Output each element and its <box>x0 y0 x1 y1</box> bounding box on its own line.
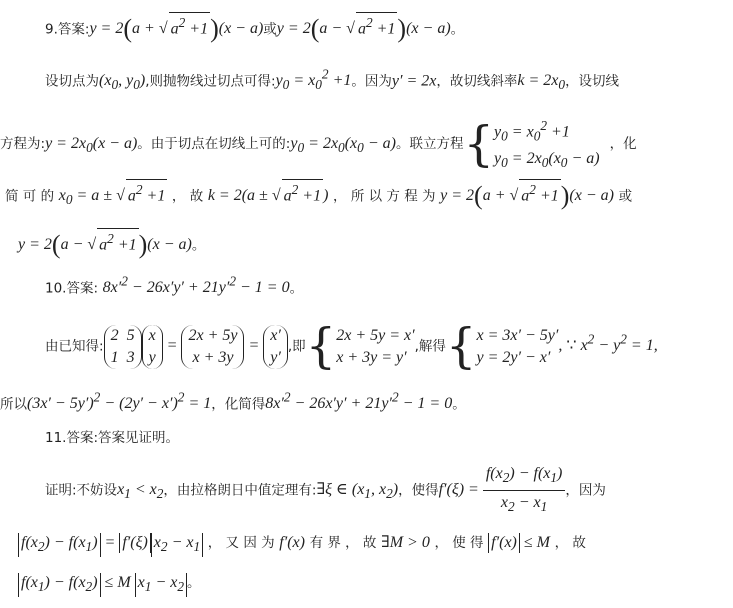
answer-9-line5 <box>18 228 206 260</box>
text-9-3c: 。联立方程 <box>395 136 464 153</box>
text-11-b: ，由拉格朗日中值定理有: <box>163 482 317 499</box>
answer-9-label: 9.答案: <box>45 21 90 38</box>
formula-bound: f′(x) ≤ M <box>488 534 550 551</box>
text-10-known: 由已知得: <box>45 338 104 355</box>
formula-lipschitz: $f(x_1) - f(x_2) \le M$ $x_1 - x_2$ <box>18 574 187 591</box>
formula-k2: k = 2(a ± √ $a^2 +1$ ) <box>208 187 329 204</box>
text-11-2a: ， 又 因 为 <box>207 535 275 551</box>
formula-point: ($x_0$, $y_0$) <box>99 72 146 93</box>
period: 。 <box>187 575 201 591</box>
period: 。 <box>289 280 304 297</box>
because-symbol: ∵ <box>566 337 577 355</box>
answer-9-line4 <box>5 179 632 211</box>
formula-k: $k = 2x_0$ <box>517 72 566 93</box>
answer-9-line3 <box>0 115 637 174</box>
answer-11-line4 <box>18 573 201 597</box>
answer-10-line3 <box>0 388 466 414</box>
formula-9-b: y = 2(a − √ $a^2 +1)(x - a)$ <box>277 20 451 37</box>
formula-abs-eq: $f(x_2) - f(x_1) = f'(\xi) x_2 - x_1$ <box>18 534 203 551</box>
formula-y0: $y_0 = x_0^2 +1$ <box>275 67 352 93</box>
text-9-3a: 方程为: <box>0 136 46 153</box>
formula-fprime: f′(x) <box>279 534 305 551</box>
formula-x1x2: $x_1 < x_2$ <box>117 481 164 502</box>
text-9-4d: 或 <box>618 188 633 205</box>
text-9-4b: ， 故 <box>171 188 204 205</box>
formula-9-b2: y = 2(a − √ $a^2 +1)(x - a)$ <box>18 236 192 253</box>
matrix-product: 2 5 1 3 x y = 2x + 5y x + 3y = x′ y′ <box>104 337 288 354</box>
formula-xi: ∃ξ ∈ ($x_1$, $x_2$) <box>316 481 399 502</box>
formula-10-sub: $(3x' - 5y')^2 - (2y' - x')^2 = 1$ <box>27 390 212 413</box>
text-9-2d: ，故切线斜率 <box>436 73 518 90</box>
formula-y0-tangent: $y_0 = 2x_0(x_0 - a)$ <box>290 135 396 156</box>
text-11-2c: ， 使 得 <box>434 535 484 551</box>
text-10-ji: ,即 <box>287 338 306 355</box>
text-9-2b: ,则抛物线过切点可得: <box>145 73 276 90</box>
text-9-3d: ，化 <box>609 136 637 153</box>
formula-9-a: y = 2(a + √ $a^2 +1)(x - a)$ <box>89 20 263 37</box>
text-9-3b: 。由于切点在切线上可的: <box>137 136 291 153</box>
text-10-jiede: ,解得 <box>414 338 446 355</box>
answer-11-line1 <box>45 428 179 448</box>
formula-9-a2: y = 2(a + √ $a^2 +1)(x - a)$ <box>440 187 614 204</box>
answer-10-label: 10.答案: <box>45 280 99 297</box>
text-11-2b: 有 界 ， 故 <box>309 535 377 551</box>
system-10b: { x = 3x′ − 5y′ y = 2y′ − x′ <box>445 318 559 375</box>
text-9-2a: 设切点为 <box>45 73 99 90</box>
text-11-a: 证明:不妨设 <box>45 482 118 499</box>
text-11-2d: ， 故 <box>554 535 586 551</box>
period: 。 <box>450 21 465 38</box>
answer-11-line2 <box>45 462 606 519</box>
formula-tangent: $y = 2x_0(x - a)$ <box>45 135 138 156</box>
text-11-d: ，因为 <box>565 482 606 499</box>
formula-x0: $x_0 = a$ ± √ $a^2 +1$ <box>59 187 168 204</box>
text-9-2c: 。因为 <box>351 73 392 90</box>
system-9: { $y_0 = x_0^2 +1$ $y_0 = 2x_0(x_0 - a)$ <box>463 116 600 173</box>
period: 。 <box>191 237 206 254</box>
formula-mvt: f′(ξ) = $\frac{f(x_2) - f(x_1)}{x_2 - x_1}$ <box>439 481 566 498</box>
formula-10-final: $8x'^2 - 26x'y' + 21y'^2 - 1 = 0$ <box>265 390 453 413</box>
answer-10-line1 <box>45 272 303 298</box>
text-9-2e: ，设切线 <box>565 73 620 90</box>
answer-10-line2 <box>45 316 658 375</box>
formula-10-answer: $8x'^2 - 26x'y' + 21y'^2 - 1 = 0$ <box>102 274 290 297</box>
answer-11-label: 11.答案:答案见证明。 <box>45 430 180 446</box>
formula-hyperbola: , ∵ $x^2 - y^2 = 1$, <box>558 332 658 355</box>
formula-deriv: y′ = 2x <box>391 72 437 90</box>
text-10-suoyi: 所以 <box>0 396 27 413</box>
system-10a: { 2x + 5y = x′ x + 3y = y′ <box>305 318 415 375</box>
period: 。 <box>452 396 466 413</box>
answer-9-line2 <box>45 65 619 96</box>
text-9-4c: ， 所 以 方 程 为 <box>333 188 436 205</box>
answer-9-line1 <box>45 12 465 44</box>
answer-11-line3 <box>18 533 586 557</box>
formula-exists-M: ∃M > 0 <box>381 534 430 551</box>
text-10-huajian: ，化简得 <box>211 396 266 413</box>
text-11-c: ，使得 <box>398 482 439 499</box>
text-9-4a: 简 可 的 <box>5 188 55 205</box>
or-text: 或 <box>263 21 277 38</box>
